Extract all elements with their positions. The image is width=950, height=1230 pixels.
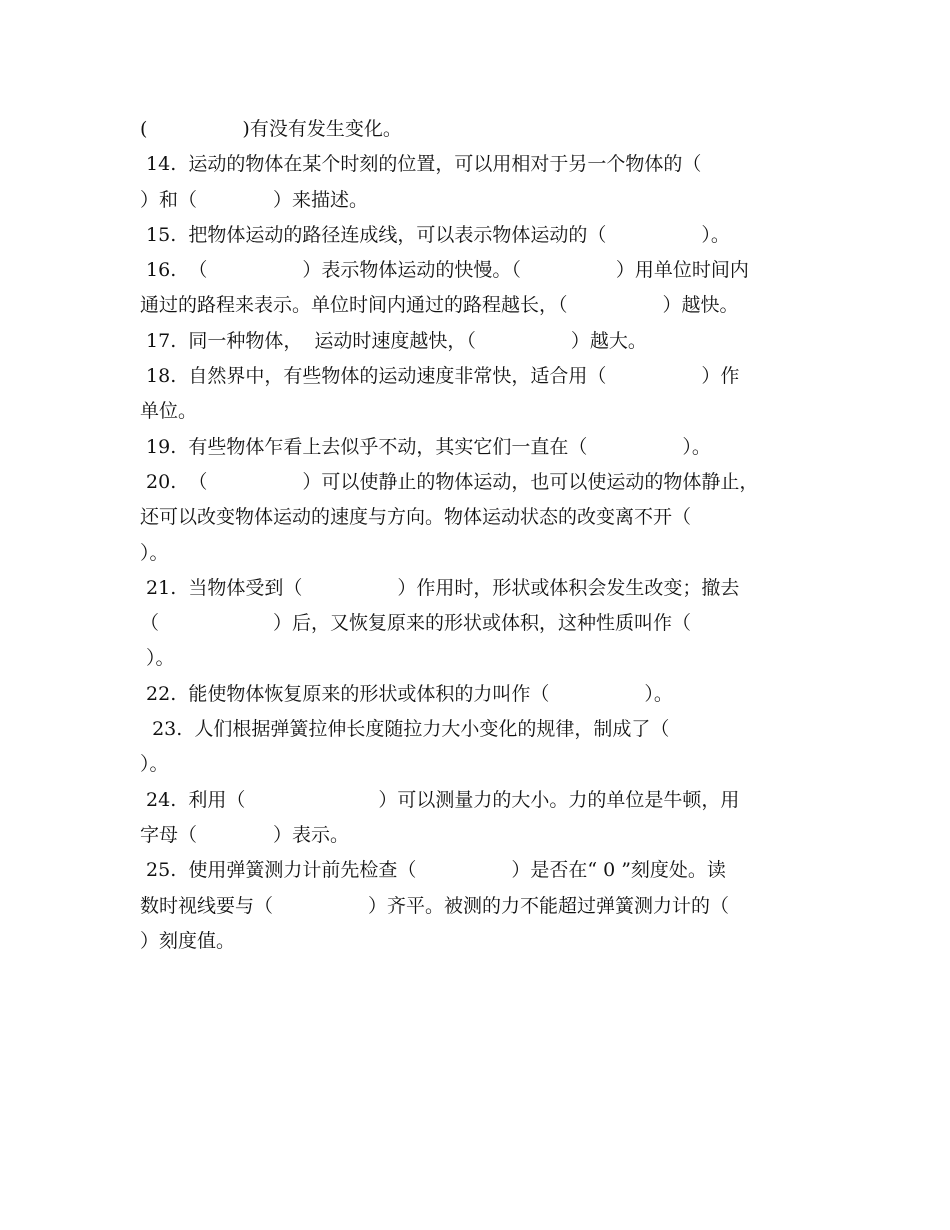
text-line-4: 15. 把物体运动的路径连成线，可以表示物体运动的（ ）。 (140, 223, 730, 246)
text-line-17: 22. 能使物体恢复原来的形状或体积的力叫作（ ）。 (140, 682, 673, 705)
text-line-22: 25. 使用弹簧测力计前先检查（ ）是否在“ 0 ”刻度处。读 (140, 859, 726, 882)
text-line-9: 单位。 (140, 400, 198, 423)
text-line-11: 20. （ ）可以使静止的物体运动，也可以使运动的物体静止， (140, 470, 759, 493)
text-line-6: 通过的路程来表示。单位时间内通过的路程越长，（ ）越快。 (140, 294, 739, 317)
text-line-2: 14. 运动的物体在某个时刻的位置，可以用相对于另一个物体的（ (140, 153, 702, 176)
text-line-18: 23. 人们根据弹簧拉伸长度随拉力大小变化的规律，制成了（ (140, 718, 670, 741)
text-line-24: ）刻度值。 (140, 929, 236, 952)
text-line-3: ）和（ ）来描述。 (140, 188, 369, 211)
document-body (140, 112, 830, 959)
text-line-8: 18. 自然界中，有些物体的运动速度非常快，适合用（ ）作 (140, 365, 740, 388)
text-line-16: ）。 (140, 647, 175, 670)
text-line-7: 17. 同一种物体， 运动时速度越快，（ ）越大。 (140, 329, 647, 352)
text-line-12: 还可以改变物体运动的速度与方向。物体运动状态的改变离不开（ (140, 506, 692, 529)
text-line-10: 19. 有些物体乍看上去似乎不动，其实它们一直在（ ）。 (140, 435, 711, 458)
text-line-19: ）。 (140, 753, 169, 776)
text-line-23: 数时视线要与（ ）齐平。被测的力不能超过弹簧测力计的（ (140, 894, 730, 917)
text-line-14: 21. 当物体受到（ ）作用时，形状或体积会发生改变；撤去 (140, 576, 740, 599)
text-line-13: ）。 (140, 541, 169, 564)
text-line-15: （ ）后，又恢复原来的形状或体积，这种性质叫作（ (140, 612, 692, 635)
text-line-20: 24. 利用（ ）可以测量力的大小。力的单位是牛顿，用 (140, 788, 740, 811)
text-line-1: ( )有没有发生变化。 (140, 118, 402, 140)
text-line-5: 16. （ ）表示物体运动的快慢。（ ）用单位时间内 (140, 259, 749, 282)
text-line-21: 字母（ ）表示。 (140, 823, 350, 846)
